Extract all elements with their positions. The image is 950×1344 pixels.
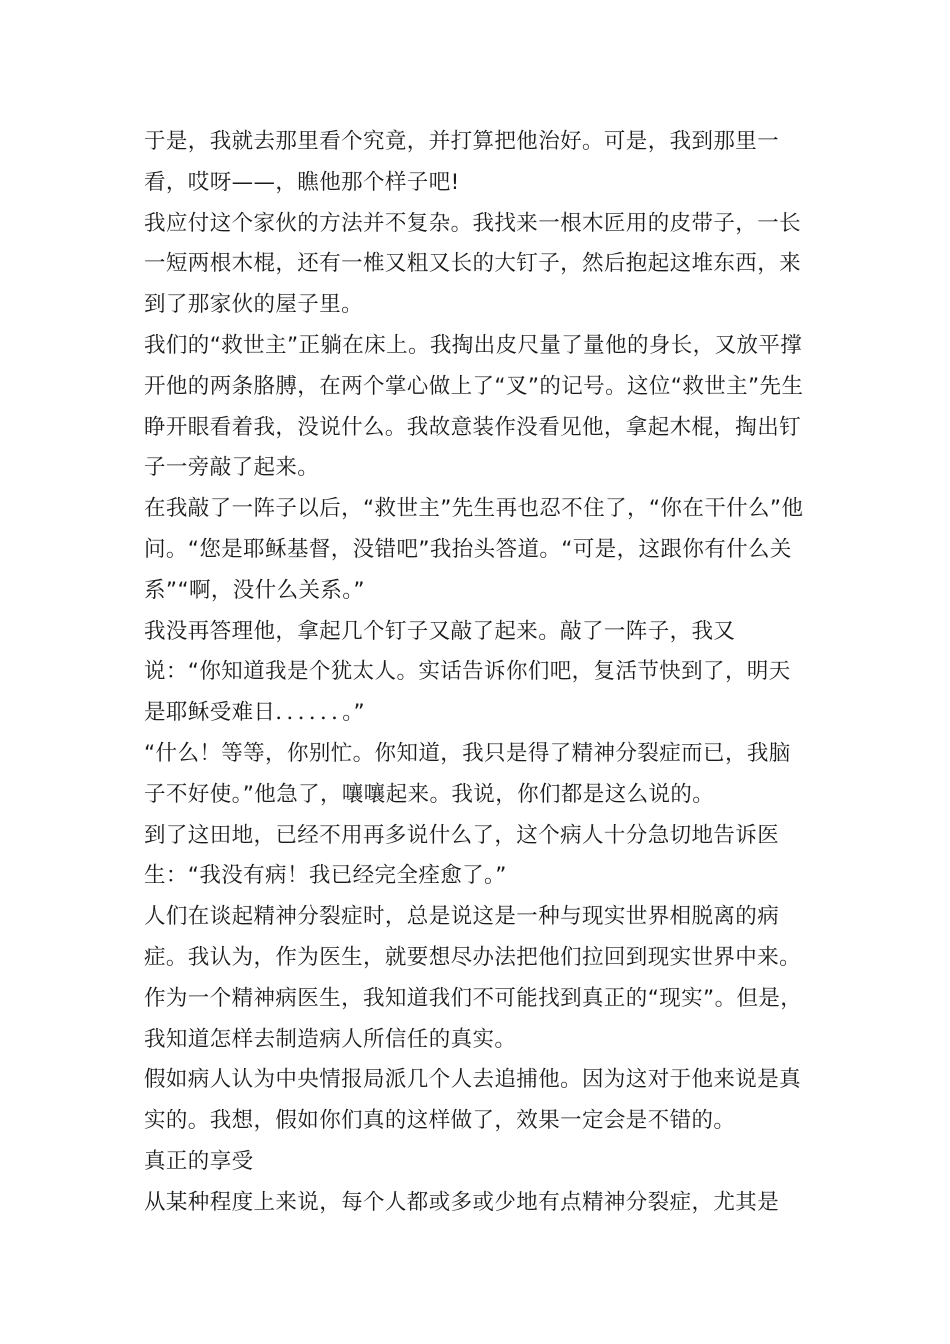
paragraph-8: 人们在谈起精神分裂症时，总是说这是一种与现实世界相脱离的病症。我认为，作为医生，就要想尽办法把他们拉回到现实世界中来。	[144, 904, 802, 970]
paragraph-5: 我没再答理他，拿起几个钉子又敲了起来。敲了一阵子，我又说：“你知道我是个犹太人。实话告诉你们吧，复活节快到了，明天是耶稣受难日．．．．．．。”	[144, 618, 791, 726]
paragraph-11: 从某种程度上来说，每个人都或多或少地有点精神分裂症，尤其是	[144, 1189, 780, 1215]
paragraph-6: “什么！等等，你别忙。你知道，我只是得了精神分裂症而已，我脑子不好使。”他急了，嚷嚷起来。我说，你们都是这么说的。	[144, 740, 791, 807]
paragraph-9: 作为一个精神病医生，我知道我们不可能找到真正的“现实”。但是，我知道怎样去制造病人所信任的真实。	[144, 985, 803, 1052]
paragraph-1: 于是，我就去那里看个究竟，并打算把他治好。可是，我到那里一看，哎呀——，瞧他那个样子吧!	[144, 129, 780, 195]
paragraph-4: 在我敲了一阵子以后，“救世主”先生再也忍不住了，“你在干什么”他问。“您是耶稣基督，没错吧”我抬头答道。“可是，这跟你有什么关系”“啊，没什么关系。”	[144, 496, 804, 603]
paragraph-10: 假如病人认为中央情报局派几个人去追捕他。因为这对于他来说是真实的。我想，假如你们真的这样做了，效果一定会是不错的。	[144, 1067, 802, 1134]
section-heading: 真正的享受	[144, 1148, 254, 1174]
paragraph-7: 到了这田地，已经不用再多说什么了，这个病人十分急切地告诉医生：“我没有病！我已经完全痊愈了。”	[144, 822, 780, 889]
paragraph-3: 我们的“救世主”正躺在床上。我掏出皮尺量了量他的身长，又放平撑开他的两条胳膊，在两个掌心做上了“叉”的记号。这位“救世主”先生睁开眼看着我，没说什么。我故意装作没看见他，拿起木棍，掏出钉子一旁敲了起来。	[144, 332, 804, 481]
document-body	[144, 122, 810, 1224]
paragraph-2: 我应付这个家伙的方法并不复杂。我找来一根木匠用的皮带子，一长一短两根木棍，还有一椎又粗又长的大钉子，然后抱起这堆东西，来到了那家伙的屋子里。	[144, 210, 802, 318]
